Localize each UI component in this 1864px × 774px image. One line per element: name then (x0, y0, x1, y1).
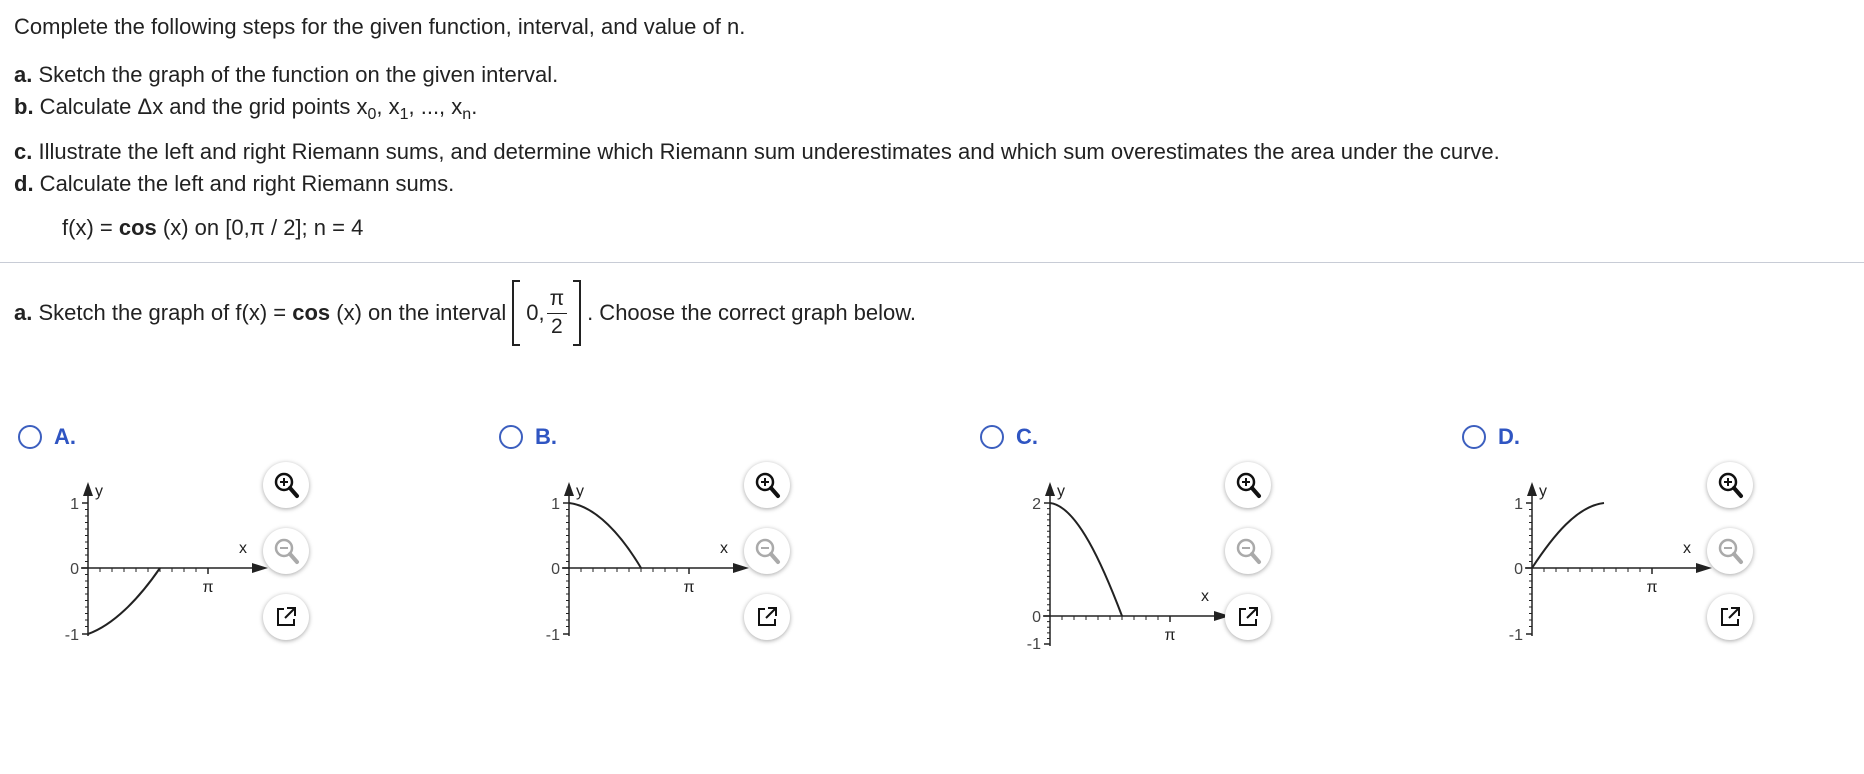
option-b-header[interactable] (499, 424, 557, 450)
step-a-text: Sketch the graph of the function on the given interval. (32, 62, 559, 87)
zoom-in-icon (1715, 470, 1745, 500)
zoom-out-icon (1715, 536, 1745, 566)
option-c[interactable] (980, 418, 1300, 658)
option-a-graph (43, 470, 273, 650)
option-a-popout-button[interactable] (263, 594, 309, 640)
fraction-numerator: π (547, 286, 568, 314)
y-tick-top: 1 (1514, 496, 1523, 513)
option-d-graph (1487, 470, 1717, 650)
function-pre: f(x) = (62, 215, 119, 240)
option-b-curve (569, 503, 641, 568)
y-tick-bottom: -1 (1508, 627, 1523, 644)
option-d[interactable] (1462, 418, 1782, 658)
y-tick-mid: 0 (551, 561, 560, 578)
step-c-label: c. (14, 139, 33, 164)
step-d-text: Calculate the left and right Riemann sums. (33, 171, 455, 196)
option-d-zoom-out-button[interactable] (1707, 528, 1753, 574)
option-a-radio[interactable] (18, 425, 42, 449)
interval-right-bracket (573, 280, 581, 346)
y-major-ticks (1044, 503, 1050, 644)
interval-fraction (547, 286, 568, 340)
subscript-1: 1 (399, 106, 409, 123)
y-axis-arrow (83, 482, 93, 496)
option-a-curve (88, 568, 160, 634)
interval-expression (512, 279, 581, 347)
x-tick-pi: π (683, 579, 695, 596)
x-axis-arrow (733, 563, 749, 573)
option-d-curve (1532, 503, 1604, 568)
y-tick-mid: 0 (1032, 609, 1041, 626)
question-a (14, 278, 916, 348)
option-a-zoom-in-button[interactable] (263, 462, 309, 508)
y-tick-top: 1 (70, 496, 79, 513)
option-a-label[interactable]: A. (54, 424, 76, 449)
y-tick-bottom: -1 (545, 627, 560, 644)
step-b-text-1: Calculate Δx and the grid points x (33, 94, 368, 119)
option-a-header[interactable] (18, 424, 76, 450)
x-axis-arrow (252, 563, 268, 573)
zoom-out-icon (752, 536, 782, 566)
x-tick-pi: π (1164, 627, 1176, 644)
zoom-in-icon (271, 470, 301, 500)
option-c-header[interactable] (980, 424, 1038, 450)
option-c-popout-button[interactable] (1225, 594, 1271, 640)
function-statement (62, 215, 363, 241)
option-d-header[interactable] (1462, 424, 1520, 450)
question-pre: Sketch the graph of f(x) = (32, 300, 293, 325)
x-axis-label: x (239, 540, 247, 557)
option-d-radio[interactable] (1462, 425, 1486, 449)
option-b-zoom-in-button[interactable] (744, 462, 790, 508)
y-tick-mid: 0 (1514, 561, 1523, 578)
option-b[interactable] (499, 418, 819, 658)
section-divider (0, 262, 1864, 263)
interval-left-bracket (512, 280, 520, 346)
function-post: (x) on [0,π / 2]; n = 4 (156, 215, 364, 240)
option-d-popout-button[interactable] (1707, 594, 1753, 640)
interval-start: 0, (526, 300, 545, 325)
y-tick-bottom: -1 (64, 627, 79, 644)
subscript-0: 0 (367, 106, 377, 123)
function-name: cos (118, 215, 157, 240)
x-axis-label: x (1683, 540, 1691, 557)
step-a-label: a. (14, 62, 33, 87)
external-link-icon (1717, 604, 1743, 630)
x-tick-pi: π (1646, 579, 1658, 596)
step-d (14, 171, 454, 197)
x-axis-label: x (1201, 588, 1209, 605)
y-axis-arrow (564, 482, 574, 496)
y-tick-top: 1 (551, 496, 560, 513)
y-axis-arrow (1045, 482, 1055, 496)
y-tick-bottom: -1 (1026, 636, 1041, 650)
y-axis-arrow (1527, 482, 1537, 496)
zoom-out-icon (271, 536, 301, 566)
fraction-denominator: 2 (550, 315, 563, 338)
x-axis-arrow (1696, 563, 1712, 573)
instructions-intro: Complete the following steps for the given function, interval, and value of n. (14, 14, 746, 39)
step-b-label: b. (14, 94, 34, 119)
option-c-label[interactable]: C. (1016, 424, 1038, 449)
step-b-text-4: . (471, 94, 478, 119)
option-b-graph (524, 470, 754, 650)
step-d-label: d. (14, 171, 34, 196)
option-b-popout-button[interactable] (744, 594, 790, 640)
y-axis-label: y (95, 483, 103, 500)
external-link-icon (754, 604, 780, 630)
step-b-text-2: , x (376, 94, 400, 119)
option-c-graph (1005, 470, 1235, 650)
option-a-zoom-out-button[interactable] (263, 528, 309, 574)
external-link-icon (273, 604, 299, 630)
question-mid: (x) on the interval (330, 300, 507, 325)
y-tick-top: 2 (1032, 496, 1041, 513)
step-b (14, 94, 478, 123)
external-link-icon (1235, 604, 1261, 630)
step-a (14, 62, 558, 88)
zoom-out-icon (1233, 536, 1263, 566)
step-b-text-3: , ..., x (408, 94, 463, 119)
step-c-text: Illustrate the left and right Riemann sums, and determine which Riemann sum underestimates and which sum overestimates the area under the curve. (32, 139, 1500, 164)
subscript-n: n (462, 106, 472, 123)
x-axis-label: x (720, 540, 728, 557)
option-c-zoom-in-button[interactable] (1225, 462, 1271, 508)
option-c-zoom-out-button[interactable] (1225, 528, 1271, 574)
option-b-label[interactable]: B. (535, 424, 557, 449)
option-d-label[interactable]: D. (1498, 424, 1520, 449)
y-tick-mid: 0 (70, 561, 79, 578)
option-a[interactable] (18, 418, 338, 658)
option-d-zoom-in-button[interactable] (1707, 462, 1753, 508)
option-c-radio[interactable] (980, 425, 1004, 449)
question-post: . Choose the correct graph below. (587, 300, 917, 325)
y-axis-label: y (576, 483, 584, 500)
zoom-in-icon (752, 470, 782, 500)
question-function-name: cos (292, 300, 331, 325)
option-b-zoom-out-button[interactable] (744, 528, 790, 574)
y-axis-label: y (1539, 483, 1547, 500)
zoom-in-icon (1233, 470, 1263, 500)
option-b-radio[interactable] (499, 425, 523, 449)
y-axis-label: y (1057, 483, 1065, 500)
x-tick-pi: π (202, 579, 214, 596)
step-c (14, 139, 1500, 165)
option-c-curve (1050, 503, 1122, 616)
question-label: a. (14, 300, 33, 325)
